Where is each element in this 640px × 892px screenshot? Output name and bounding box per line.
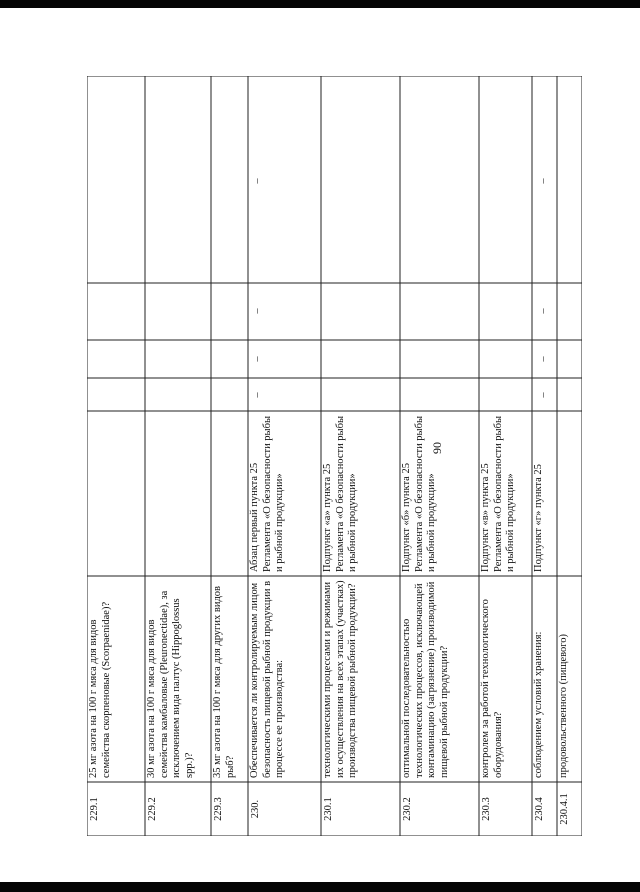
requirement-question: 35 мг азота на 100 г мяса для других видов рыб? [212, 586, 236, 778]
answer-mark-not-applicable: – [252, 308, 263, 314]
row-number: 230.4.1 [559, 793, 570, 825]
requirement-question: 30 мг азота на 100 г мяса для видов семейства камбаловые (Pleuronectidae), за исключением вида палтус (Hippoglossus spp.)? [146, 590, 195, 778]
legal-reference: Подпункт «б» пункта 25 Регламента «О безопасности рыбы и рыбной продукции» [401, 415, 437, 572]
scan-edge-bottom [0, 882, 640, 892]
requirement-question: оптимальной последовательностью технологических процессов, исключающей контаминацию (загрязнение) производимой пищевой рыбной продукции? [401, 581, 450, 778]
requirement-question: контролем за работой технологического оборудования? [480, 599, 504, 778]
legal-reference: Абзац первый пункта 25 Регламента «О безопасности рыбы и рыбной продукции» [249, 415, 285, 572]
row-number: 229.2 [147, 797, 158, 821]
row-number: 229.1 [89, 797, 100, 821]
answer-mark-no: – [538, 356, 549, 362]
requirement-question: продовольственного (пищевого) [558, 633, 569, 778]
checklist-table [87, 76, 582, 836]
answer-mark-yes: – [538, 392, 549, 398]
legal-reference: Подпункт «г» пункта 25 [533, 464, 544, 572]
row-number: 230.3 [481, 797, 492, 821]
row-number: 229.3 [213, 797, 224, 821]
scan-edge-top [0, 0, 640, 8]
row-number: 230.4 [534, 797, 545, 821]
requirement-question: технологическими процессами и режимами их осуществления на всех этапах (участках) производства пищевой рыбной продукции? [322, 580, 358, 778]
answer-mark-no: – [252, 356, 263, 362]
requirement-question: 25 мг азота на 100 г мяса для видов семейства скорпеновые (Scorpaenidae)? [88, 601, 112, 778]
answer-mark-note: – [538, 178, 549, 184]
row-number: 230.2 [402, 797, 413, 821]
page-number: 90 [430, 442, 444, 454]
legal-reference: Подпункт «а» пункта 25 Регламента «О безопасности рыбы и рыбной продукции» [322, 415, 358, 572]
row-number: 230.1 [323, 797, 334, 821]
legal-reference: Подпункт «в» пункта 25 Регламента «О безопасности рыбы и рыбной продукции» [480, 415, 516, 572]
row-number: 230. [250, 799, 261, 819]
requirement-question: соблюдением условий хранения: [533, 631, 544, 778]
requirement-question: Обеспечивается ли контролируемым лицом безопасность пищевой рыбной продукции в процессе ее производства: [249, 580, 285, 778]
answer-mark-note: – [252, 178, 263, 184]
answer-mark-yes: – [252, 392, 263, 398]
answer-mark-not-applicable: – [538, 308, 549, 314]
